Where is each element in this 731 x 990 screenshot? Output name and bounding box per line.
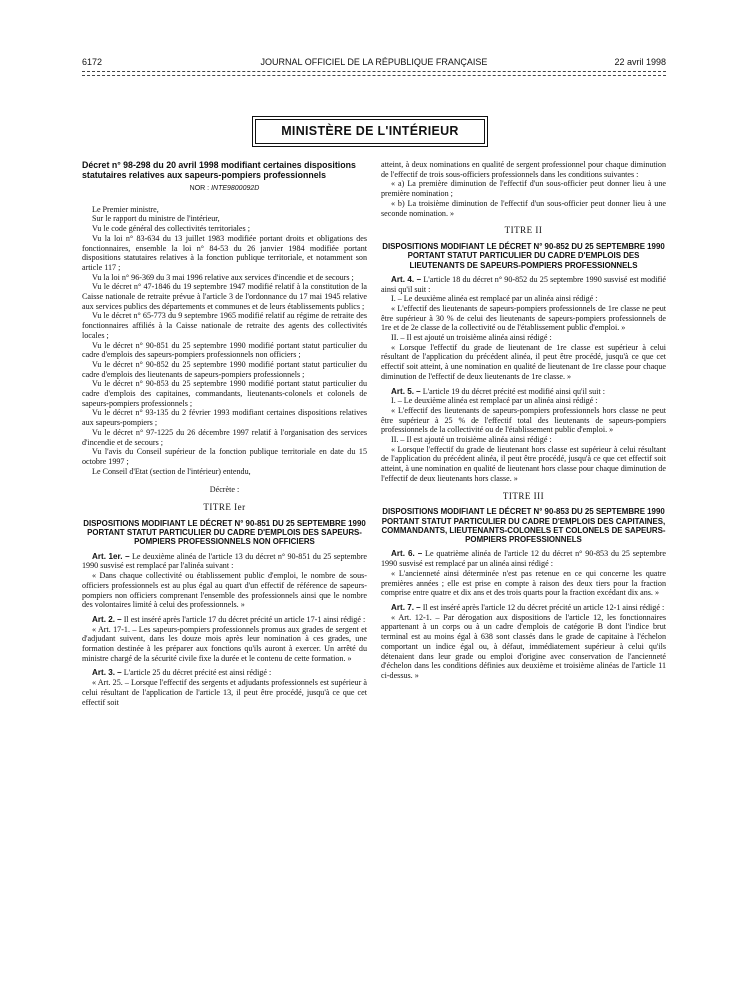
article-4-part-i: I. – Le deuxième alinéa est remplacé par un alinéa ainsi rédigé : bbox=[391, 294, 598, 304]
titre-2-label: TITRE II bbox=[504, 225, 543, 236]
left-column bbox=[82, 160, 367, 707]
article-5-label: Art. 5. – bbox=[391, 386, 421, 396]
right-column bbox=[381, 160, 666, 681]
article-4-part-i-quote: « L'effectif des lieutenants de sapeurs-pompiers professionnels de 1re classe ne peut être supérieur à 30 % de celui des lieutenants de sapeurs-pompiers professionnels de 1re et de 2e classe de la collectivité ou de l'établissement public d'emploi. » bbox=[381, 303, 666, 333]
visa-paragraph: Le Conseil d'Etat (section de l'intérieur) entendu, bbox=[92, 466, 251, 476]
article-1-label: Art. 1er. – bbox=[92, 551, 130, 561]
visa-paragraph: Vu l'avis du Conseil supérieur de la fonction publique territoriale en date du 15 octobre 1997 ; bbox=[82, 447, 367, 466]
article-7-text: Il est inséré après l'article 12 du décret précité un article 12-1 ainsi rédigé : bbox=[420, 602, 665, 612]
header-rule bbox=[82, 71, 666, 72]
article-6-quote: « L'ancienneté ainsi déterminée n'est pas retenue en ce qui concerne les quatre premières années ; elle est prise en compte à raison des deux tiers pour la fraction comprise entre quatre et dix ans et des trois quarts pour la fraction excédant dix ans. » bbox=[381, 568, 666, 598]
article-3-item-b: « b) La troisième diminution de l'effectif d'un sous-officier peut donner lieu à une seconde nomination. » bbox=[381, 198, 666, 218]
visa-paragraph: Vu le décret n° 90-852 du 25 septembre 1990 modifié portant statut particulier du cadre d'emplois des lieutenants de sapeurs-pompiers professionnels ; bbox=[82, 359, 367, 379]
article-3-text: L'article 25 du décret précité est ainsi rédigé : bbox=[121, 668, 272, 678]
titre-1-heading: DISPOSITIONS MODIFIANT LE DÉCRET N° 90-851 DU 25 SEPTEMBRE 1990 PORTANT STATUT PARTICULIER DU CADRE D'EMPLOIS DES SAPEURS-POMPIERS PROFESSIONNELS NON OFFICIERS bbox=[83, 518, 366, 547]
article-6-label: Art. 6. – bbox=[391, 549, 423, 559]
article-4-part-ii: II. – Il est ajouté un troisième alinéa ainsi rédigé : bbox=[391, 333, 552, 343]
article-6-text: Le quatrième alinéa de l'article 12 du décret n° 90-853 du 25 septembre 1990 susvisé est remplacé par un alinéa ainsi rédigé : bbox=[381, 549, 666, 569]
decree-title: Décret n° 98-298 du 20 avril 1998 modifiant certaines dispositions statutaires relatives aux sapeurs-pompiers professionnels bbox=[82, 160, 356, 180]
article-1-quote: « Dans chaque collectivité ou établissement public d'emploi, le nombre de sous-officiers professionnels est au plus égal au quart d'un effectif de référence de sapeurs-pompiers non officiers comprenant l'ensemble des professionnels ainsi que le nombre des volontaires limité à celui des professionnels. » bbox=[82, 571, 367, 610]
ministry-title: MINISTÈRE DE L'INTÉRIEUR bbox=[255, 119, 485, 144]
article-4-part-ii-quote: « Lorsque l'effectif du grade de lieutenant de 1re classe est supérieur à celui résultant de l'application du précédent alinéa, il peut être procédé, jusqu'à ce que cet effectif soit atteint, à une nomination en qualité de lieutenant de 1re classe pour chaque diminution de l'effectif de deux lieutenants de 1re classe. » bbox=[381, 342, 666, 381]
article-5-part-ii-quote: « Lorsque l'effectif du grade de lieutenant hors classe est supérieur à celui résultant de l'application du précédent alinéa, il peut être procédé, jusqu'à ce que cet effectif soit atteint, à une nomination en qualité de lieutenant hors classe pour chaque diminution de l'effectif de deux lieutenants hors classe. » bbox=[381, 444, 666, 483]
nor-code: INTE9800092D bbox=[211, 185, 260, 192]
nor-label: NOR : bbox=[189, 185, 212, 192]
article-5 bbox=[381, 387, 666, 397]
article-2 bbox=[82, 615, 367, 625]
article-7-label: Art. 7. – bbox=[391, 602, 421, 612]
article-3-continuation: atteint, à deux nominations en qualité de sergent professionnel pour chaque diminution de l'effectif de trois sous-officiers professionnels dans les conditions suivantes : bbox=[381, 160, 666, 179]
article-1 bbox=[82, 552, 367, 571]
visa-paragraph: Vu le décret n° 90-853 du 25 septembre 1990 modifié portant statut particulier du cadre d'emplois des capitaines, commandants, lieutenants-colonels et colonels de sapeurs-pompiers professionnels ; bbox=[82, 379, 367, 408]
article-2-label: Art. 2. – bbox=[92, 614, 122, 624]
article-7 bbox=[381, 603, 666, 613]
page-number: 6172 bbox=[82, 57, 103, 67]
titre-3-heading: DISPOSITIONS MODIFIANT LE DÉCRET N° 90-853 DU 25 SEPTEMBRE 1990 PORTANT STATUT PARTICULIER DU CADRE D'EMPLOIS DES CAPITAINES, COMMANDANTS, LIEUTENANTS-COLONELS ET COLONELS DE SAPEURS-POMPIERS PROFESSIONNELS bbox=[381, 507, 666, 545]
article-4-label: Art. 4. – bbox=[391, 274, 422, 284]
visa-paragraph: Sur le rapport du ministre de l'intérieur, bbox=[92, 214, 220, 224]
visa-paragraph: Vu le décret n° 47-1846 du 19 septembre 1947 modifié relatif à la constitution de la Caisse nationale de retraite prévue à l'article 3 de l'ordonnance du 17 mai 1945 relative aux services publics des départements et communes et de leurs établissements publics ; bbox=[82, 282, 367, 311]
visa-paragraph: Vu le décret n° 97-1225 du 26 décembre 1997 relatif à l'organisation des services d'incendie et de secours ; bbox=[82, 427, 367, 447]
article-3-quote: « Art. 25. – Lorsque l'effectif des sergents et adjudants professionnels est supérieur à celui résultant de l'application de l'article 13, il peut être procédé, jusqu'à ce que cet effectif soit bbox=[82, 678, 367, 707]
visa-paragraph: Vu le décret n° 90-851 du 25 septembre 1990 modifié portant statut particulier du cadre d'emplois des sapeurs-pompiers professionnels non officiers ; bbox=[82, 340, 367, 360]
visa-paragraph: Vu le code général des collectivités territoriales ; bbox=[92, 224, 250, 234]
article-1-text: Le deuxième alinéa de l'article 13 du décret n° 90-851 du 25 septembre 1990 susvisé est remplacé par l'alinéa suivant : bbox=[82, 551, 367, 571]
article-3-item-a: « a) La première diminution de l'effectif d'un sous-officier peut donner lieu à une première nomination ; bbox=[381, 179, 666, 199]
visa-paragraph: Le Premier ministre, bbox=[92, 204, 159, 214]
page-header bbox=[82, 52, 666, 68]
article-5-part-i-quote: « L'effectif des lieutenants de sapeurs-pompiers professionnels hors classe ne peut être supérieur à 25 % de l'effectif total des lieutenants de sapeurs-pompiers professionnels de la collectivité ou de l'établissement public d'emploi. » bbox=[381, 405, 666, 435]
article-5-text: L'article 19 du décret précité est modifié ainsi qu'il suit : bbox=[420, 386, 605, 396]
article-2-quote: « Art. 17-1. – Les sapeurs-pompiers professionnels promus aux grades de sergent et d'adjudant suivent, dans les douze mois après leur nomination à ces grades, une formation destinée à les préparer aux fonctions qu'ils auront à exercer. Un arrêté du ministre chargé de la sécurité civile fixe la durée et le contenu de cette formation. » bbox=[82, 624, 367, 663]
titre-2-heading: DISPOSITIONS MODIFIANT LE DÉCRET N° 90-852 DU 25 SEPTEMBRE 1990 PORTANT STATUT PARTICULIER DU CADRE D'EMPLOIS DES LIEUTENANTS DE SAPEURS-POMPIERS PROFESSIONNELS bbox=[382, 241, 665, 270]
publication-date: 22 avril 1998 bbox=[614, 57, 666, 67]
decrete-line: Décrète : bbox=[209, 485, 240, 495]
journal-title: JOURNAL OFFICIEL DE LA RÉPUBLIQUE FRANÇAISE bbox=[260, 57, 488, 67]
nor-reference bbox=[82, 184, 367, 194]
titre-3-label: TITRE III bbox=[502, 490, 545, 501]
visa-paragraph: Vu la loi n° 83-634 du 13 juillet 1983 modifiée portant droits et obligations des fonctionnaires, ensemble la loi n° 84-53 du 26 janvier 1984 modifiée portant dispositions statutaires relatives à la fonction publique territoriale, et notamment son article 117 ; bbox=[82, 233, 367, 272]
header-rule-secondary bbox=[82, 75, 666, 76]
article-4-text: L'article 18 du décret n° 90-852 du 25 septembre 1990 susvisé est modifié ainsi qu'il suit : bbox=[381, 274, 666, 294]
visa-paragraph: Vu la loi n° 96-369 du 3 mai 1996 relative aux services d'incendie et de secours ; bbox=[92, 272, 354, 282]
visa-paragraph: Vu le décret n° 65-773 du 9 septembre 1965 modifié relatif au régime de retraite des fonctionnaires affiliés à la Caisse nationale de retraite des agents des collectivités locales ; bbox=[82, 311, 367, 340]
article-5-part-ii: II. – Il est ajouté un troisième alinéa ainsi rédigé : bbox=[391, 435, 552, 445]
article-3 bbox=[82, 668, 367, 678]
article-3-label: Art. 3. – bbox=[92, 668, 122, 678]
article-2-text: Il est inséré après l'article 17 du décret précité un article 17-1 ainsi rédigé : bbox=[121, 614, 366, 624]
visa-paragraph: Vu le décret n° 93-135 du 2 février 1993 modifiant certaines dispositions relatives aux sapeurs-pompiers ; bbox=[82, 408, 367, 428]
article-6 bbox=[381, 549, 666, 568]
article-5-part-i: I. – Le deuxième alinéa est remplacé par un alinéa ainsi rédigé : bbox=[391, 396, 598, 406]
article-4 bbox=[381, 275, 666, 294]
article-7-quote: « Art. 12-1. – Par dérogation aux dispositions de l'article 12, les fonctionnaires appartenant à un corps ou à un cadre d'emplois de catégorie B dont l'indice brut terminal est au moins égal à 638 sont classés dans le grade de capitaine à l'échelon comportant un indice égal ou, à défaut, immédiatement supérieur à celui qu'ils détenaient dans leur grade ou emploi d'origine avec conservation de l'ancienneté d'échelon dans les conditions définies aux deuxième et troisième alinéas de l'article 11 ci-dessus. » bbox=[381, 612, 666, 680]
titre-1-label: TITRE Ier bbox=[203, 502, 246, 513]
